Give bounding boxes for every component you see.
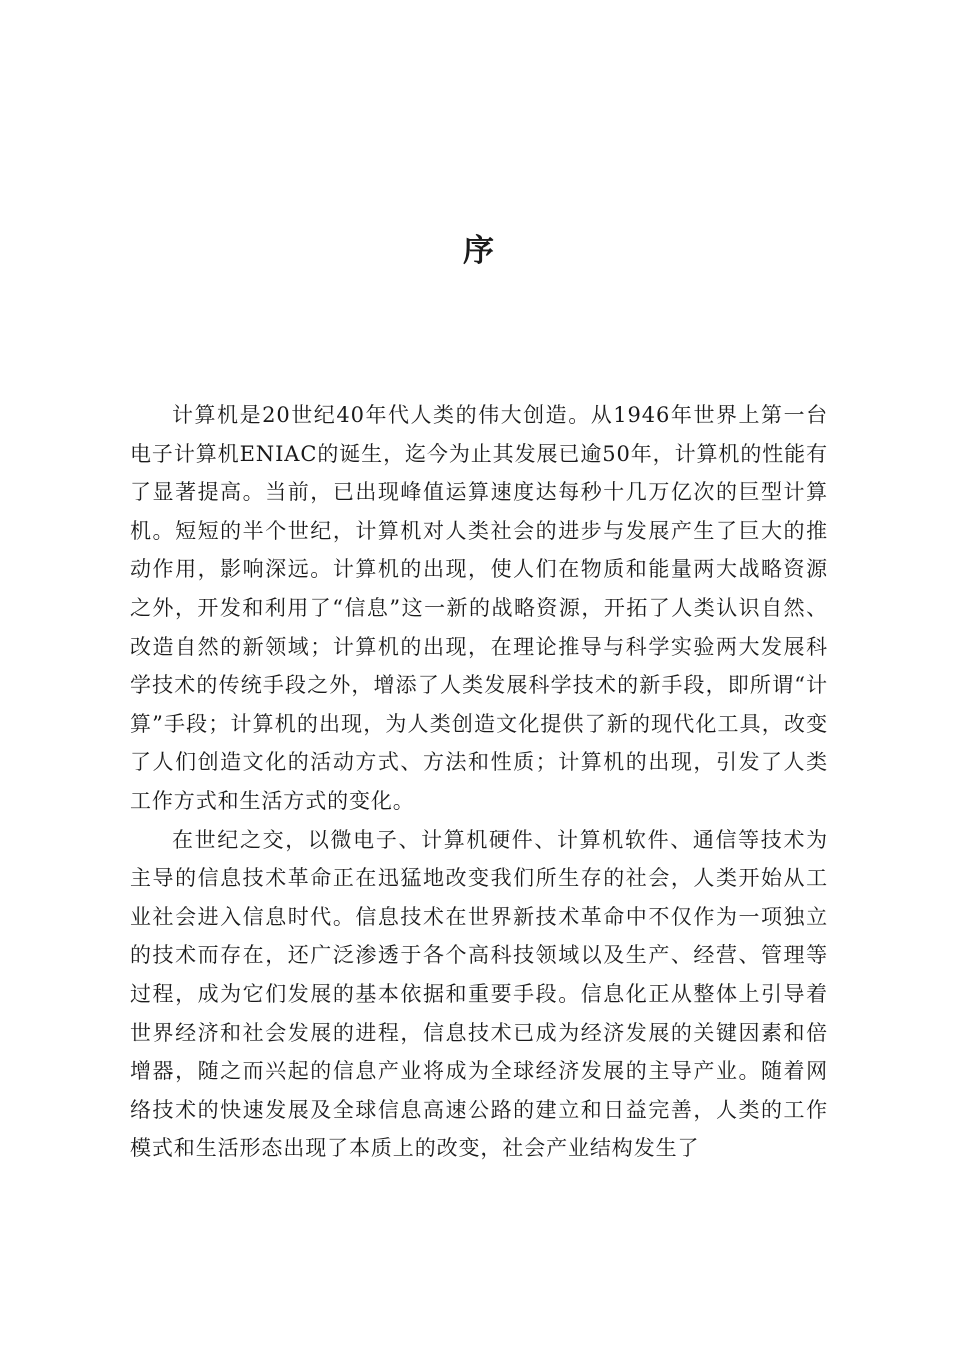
paragraph-1: 计算机是20世纪40年代人类的伟大创造。从1946年世界上第一台电子计算机ENIAC的诞生，迄今为止其发展已逾50年，计算机的性能有了显著提高。当前，已出现峰值运算速度达每秒十几万亿次的巨型计算机。短短的半个世纪，计算机对人类社会的进步与发展产生了巨大的推动作用，影响深远。计算机的出现，使人们在物质和能量两大战略资源之外，开发和利用了“信息”这一新的战略资源，开拓了人类认识自然、改造自然的新领域；计算机的出现，在理论推导与科学实验两大发展科学技术的传统手段之外，增添了人类发展科学技术的新手段，即所谓“计算”手段；计算机的出现，为人类创造文化提供了新的现代化工具，改变了人们创造文化的活动方式、方法和性质；计算机的出现，引发了人类工作方式和生活方式的变化。 [130,403,828,813]
body-text [130,396,828,1168]
page-title: 序 [463,233,494,269]
paragraph-2: 在世纪之交，以微电子、计算机硬件、计算机软件、通信等技术为主导的信息技术革命正在迅猛地改变我们所生存的社会，人类开始从工业社会进入信息时代。信息技术在世界新技术革命中不仅作为一项独立的技术而存在，还广泛渗透于各个高科技领域以及生产、经营、管理等过程，成为它们发展的基本依据和重要手段。信息化正从整体上引导着世界经济和社会发展的进程，信息技术已成为经济发展的关键因素和倍增器，随之而兴起的信息产业将成为全球经济发展的主导产业。随着网络技术的快速发展及全球信息高速公路的建立和日益完善，人类的工作模式和生活形态出现了本质上的改变，社会产业结构发生了 [130,827,828,1161]
